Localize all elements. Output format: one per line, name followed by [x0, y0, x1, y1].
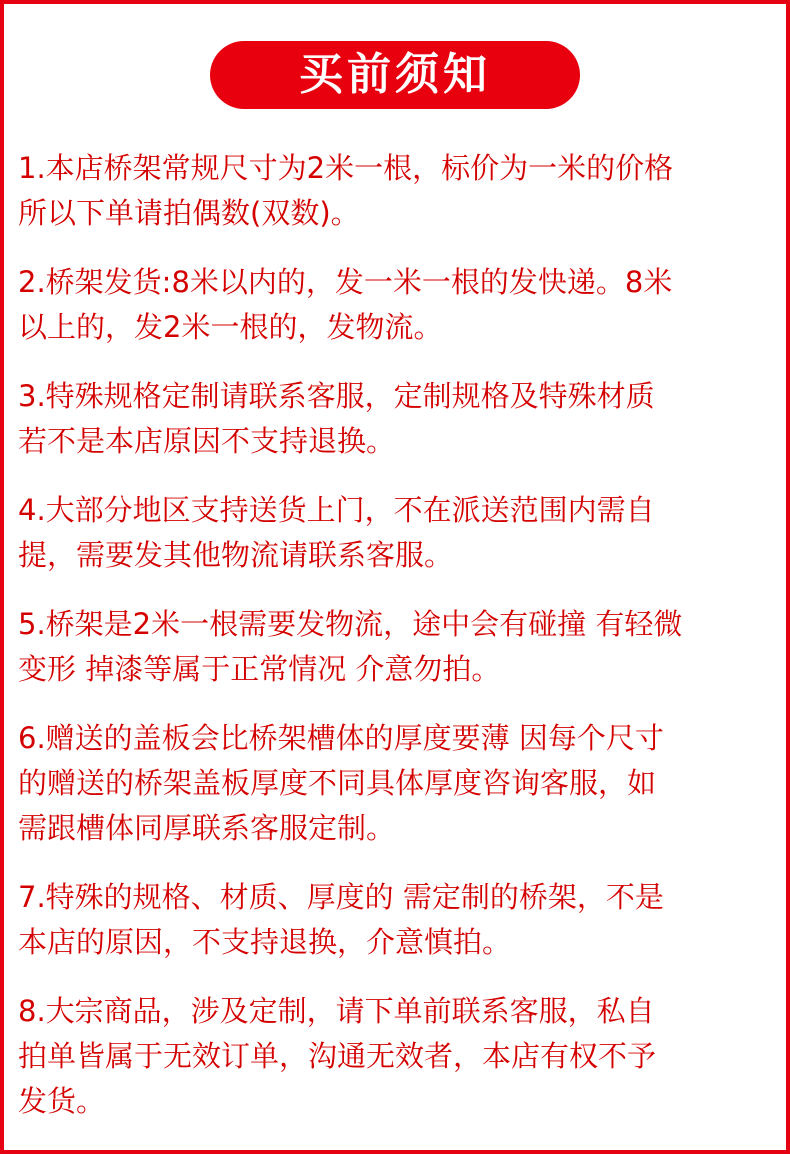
notice-line: 7.特殊的规格、材质、厚度的 需定制的桥架，不是: [18, 880, 664, 914]
notice-item-3: [18, 374, 786, 464]
notice-line: 拍单皆属于无效订单，沟通无效者，本店有权不予: [18, 1039, 657, 1073]
notice-line: 的赠送的桥架盖板厚度不同具体厚度咨询客服，如: [18, 766, 657, 800]
notice-line: 1.本店桥架常规尺寸为2米一根，标价为一米的价格: [18, 151, 674, 185]
notice-line: 发货。: [18, 1084, 106, 1118]
notice-line: 5.桥架是2米一根需要发物流，途中会有碰撞 有轻微: [18, 607, 683, 641]
title-banner: [210, 41, 580, 109]
notice-item-1: [18, 146, 786, 236]
notice-item-5: [18, 602, 786, 692]
notice-item-8: [18, 989, 786, 1124]
notice-item-6: [18, 716, 786, 851]
notice-line: 8.大宗商品，涉及定制，请下单前联系客服，私自: [18, 994, 655, 1028]
notice-line: 若不是本店原因不支持退换。: [18, 424, 396, 458]
notice-line: 所以下单请拍偶数(双数)。: [18, 196, 360, 230]
notice-line: 4.大部分地区支持送货上门，不在派送范围内需自: [18, 493, 655, 527]
notice-line: 本店的原因，不支持退换，介意慎拍。: [18, 925, 512, 959]
notice-list: [18, 146, 786, 1148]
page-title: 买前须知: [299, 49, 491, 100]
notice-line: 提，需要发其他物流请联系客服。: [18, 538, 454, 572]
notice-line: 2.桥架发货:8米以内的，发一米一根的发快递。8米: [18, 265, 673, 299]
notice-item-4: [18, 488, 786, 578]
notice-line: 3.特殊规格定制请联系客服，定制规格及特殊材质: [18, 379, 655, 413]
notice-line: 6.赠送的盖板会比桥架槽体的厚度要薄 因每个尺寸: [18, 721, 664, 755]
notice-item-2: [18, 260, 786, 350]
notice-line: 以上的，发2米一根的，发物流。: [18, 310, 443, 344]
notice-line: 需跟槽体同厚联系客服定制。: [18, 811, 396, 845]
notice-line: 变形 掉漆等属于正常情况 介意勿拍。: [18, 652, 501, 686]
notice-item-7: [18, 875, 786, 965]
